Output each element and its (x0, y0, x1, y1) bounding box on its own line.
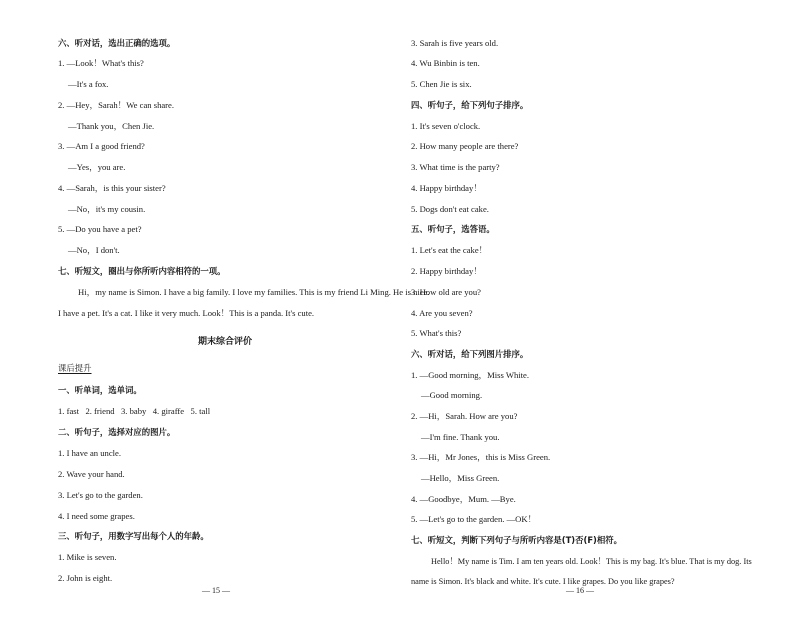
sentence-item: 2. How many people are there? (411, 141, 519, 151)
dialogue-line: —Good morning. (421, 390, 483, 400)
sentence-item: 2. Happy birthday！ (411, 266, 482, 276)
part-1-title: 一、听单词，选单词。 (58, 385, 142, 395)
dialogue-line: —It's a fox. (68, 79, 109, 89)
dialogue-line: —No，I don't. (68, 245, 120, 255)
dialogue-line: —I'm fine. Thank you. (421, 432, 500, 442)
section-6-title: 六、听对话，选出正确的选项。 (58, 38, 176, 48)
sentence-item: 3. Sarah is five years old. (411, 38, 499, 48)
word-list: 1. fast 2. friend 3. baby 4. giraffe 5. tall (58, 406, 211, 416)
passage-line: Hi，my name is Simon. I have a big family. I love my families. This is my friend Li Ming. He is nice. (78, 287, 430, 297)
dialogue-line: 2. —Hi，Sarah. How are you? (411, 411, 518, 421)
part-6-title: 六、听对话，给下列图片排序。 (411, 349, 529, 359)
sentence-item: 1. Let's eat the cake！ (411, 245, 488, 255)
sentence-item: 1. I have an uncle. (58, 448, 121, 458)
dialogue-line: 4. —Sarah，is this your sister? (58, 183, 166, 193)
dialogue-line: 5. —Let's go to the garden. —OK！ (411, 514, 537, 524)
dialogue-line: 2. —Hey，Sarah！We can share. (58, 100, 174, 110)
section-7-title: 七、听短文，圈出与你所听内容相符的一项。 (58, 266, 226, 276)
sentence-item: 1. It's seven o'clock. (411, 121, 481, 131)
dialogue-line: 5. —Do you have a pet? (58, 224, 142, 234)
dialogue-line: 3. —Am I a good friend? (58, 141, 145, 151)
dialogue-line: 1. —Good morning，Miss White. (411, 370, 530, 380)
final-review-title: 期末综合评价 (198, 337, 253, 347)
part-7-title: 七、听短文，判断下列句子与所听内容是(T)否(F)相符。 (411, 535, 622, 545)
dialogue-line: —Thank you，Chen Jie. (68, 121, 155, 131)
sentence-item: 2. John is eight. (58, 573, 113, 583)
part-3-title: 三、听句子，用数字写出每个人的年龄。 (58, 531, 209, 541)
page-number: — 16 — (566, 586, 594, 595)
sentence-item: 5. Chen Jie is six. (411, 79, 472, 89)
part-2-title: 二、听句子，选择对应的图片。 (58, 427, 176, 437)
section-tag: 课后提升 (58, 363, 92, 373)
sentence-item: 5. What's this? (411, 328, 462, 338)
sentence-item: 4. Happy birthday！ (411, 183, 482, 193)
dialogue-line: —Hello，Miss Green. (421, 473, 500, 483)
part-4-title: 四、听句子，给下列句子排序。 (411, 100, 529, 110)
sentence-item: 2. Wave your hand. (58, 469, 125, 479)
sentence-item: 3. Let's go to the garden. (58, 490, 143, 500)
page-number: — 15 — (202, 586, 230, 595)
sentence-item: 1. Mike is seven. (58, 552, 117, 562)
sentence-item: 3. How old are you? (411, 287, 481, 297)
part-5-title: 五、听句子，选答语。 (411, 224, 495, 234)
passage-line: name is Simon. It's black and white. It's cute. I like grapes. Do you like grapes? (411, 577, 675, 586)
sentence-item: 4. Are you seven? (411, 308, 473, 318)
sentence-item: 4. Wu Binbin is ten. (411, 58, 480, 68)
passage-line: Hello！My name is Tim. I am ten years old. Look！This is my bag. It's blue. That is my dog. Its (431, 557, 752, 566)
dialogue-line: 4. —Goodbye，Mum. —Bye. (411, 494, 516, 504)
sentence-item: 4. I need some grapes. (58, 511, 135, 521)
dialogue-line: 3. —Hi，Mr Jones，this is Miss Green. (411, 452, 551, 462)
sentence-item: 3. What time is the party? (411, 162, 500, 172)
dialogue-line: 1. —Look！What's this? (58, 58, 144, 68)
passage-line: I have a pet. It's a cat. I like it very much. Look！This is a panda. It's cute. (58, 308, 315, 318)
dialogue-line: —Yes，you are. (68, 162, 126, 172)
dialogue-line: —No，it's my cousin. (68, 204, 146, 214)
sentence-item: 5. Dogs don't eat cake. (411, 204, 489, 214)
